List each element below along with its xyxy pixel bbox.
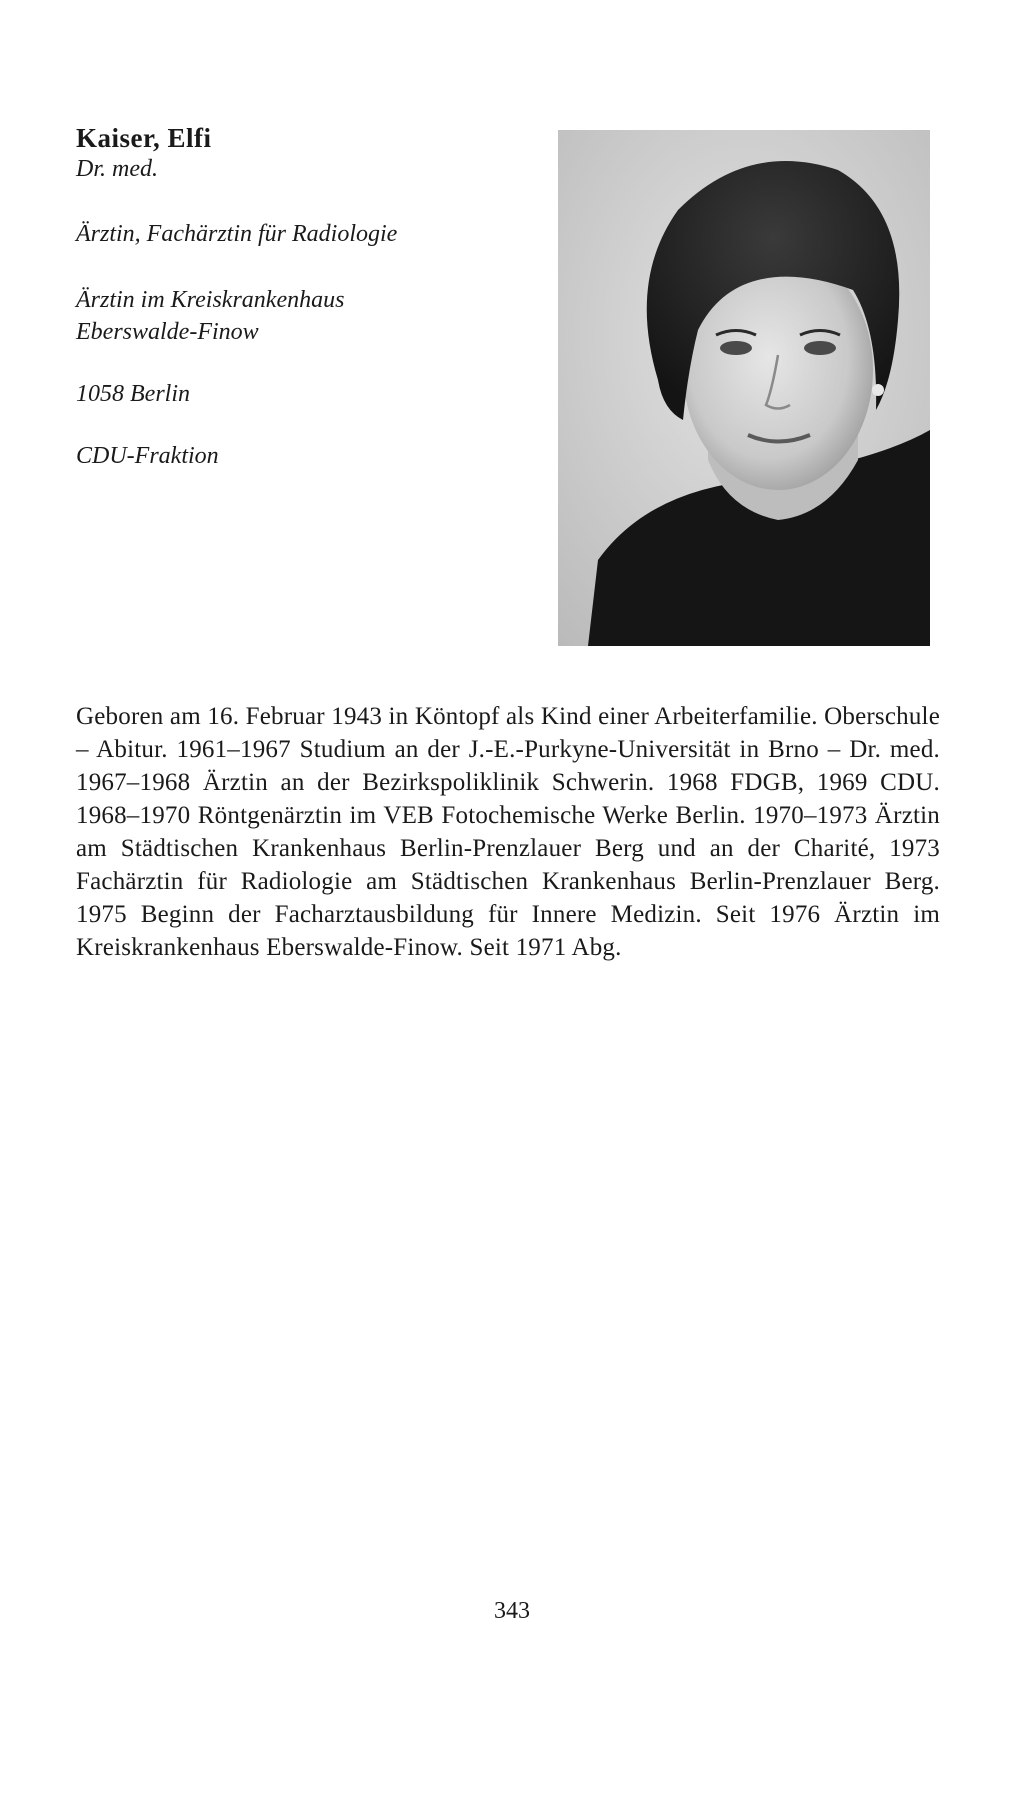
person-header [76,122,536,472]
biography-text: Geboren am 16. Februar 1943 in Köntopf als Kind einer Arbeiterfamilie. Oberschule – Abitur. 1961–1967 Studium an der J.-E.-Purkyne-Universität in Brno – Dr. med. 1967–1968 Ärztin an der Bezirkspoliklinik Schwerin. 1968 FDGB, 1969 CDU. 1968–1970 Röntgenärztin im VEB Fotochemische Werke Berlin. 1970–1973 Ärztin am Städtischen Krankenhaus Berlin-Prenzlauer Berg und an der Charité, 1973 Fachärztin für Radiologie am Städtischen Krankenhaus Berlin-Prenzlauer Berg. 1975 Beginn der Facharztausbildung für Innere Medizin. Seit 1976 Ärztin im Kreiskrankenhaus Eberswalde-Finow. Seit 1971 Abg. [76,703,940,961]
person-faction: CDU-Fraktion [76,443,219,469]
person-degree: Dr. med. [76,156,158,182]
page-number: 343 [494,1598,530,1624]
person-profession: Ärztin, Fachärztin für Radiologie [76,221,398,247]
workplace-line-2: Eberswalde-Finow [76,319,259,345]
portrait-photo [558,130,930,646]
workplace-line-1: Ärztin im Kreiskrankenhaus [76,287,345,313]
person-location: 1058 Berlin [76,381,190,407]
person-workplace [76,284,536,348]
person-name: Kaiser, Elfi [76,123,212,153]
